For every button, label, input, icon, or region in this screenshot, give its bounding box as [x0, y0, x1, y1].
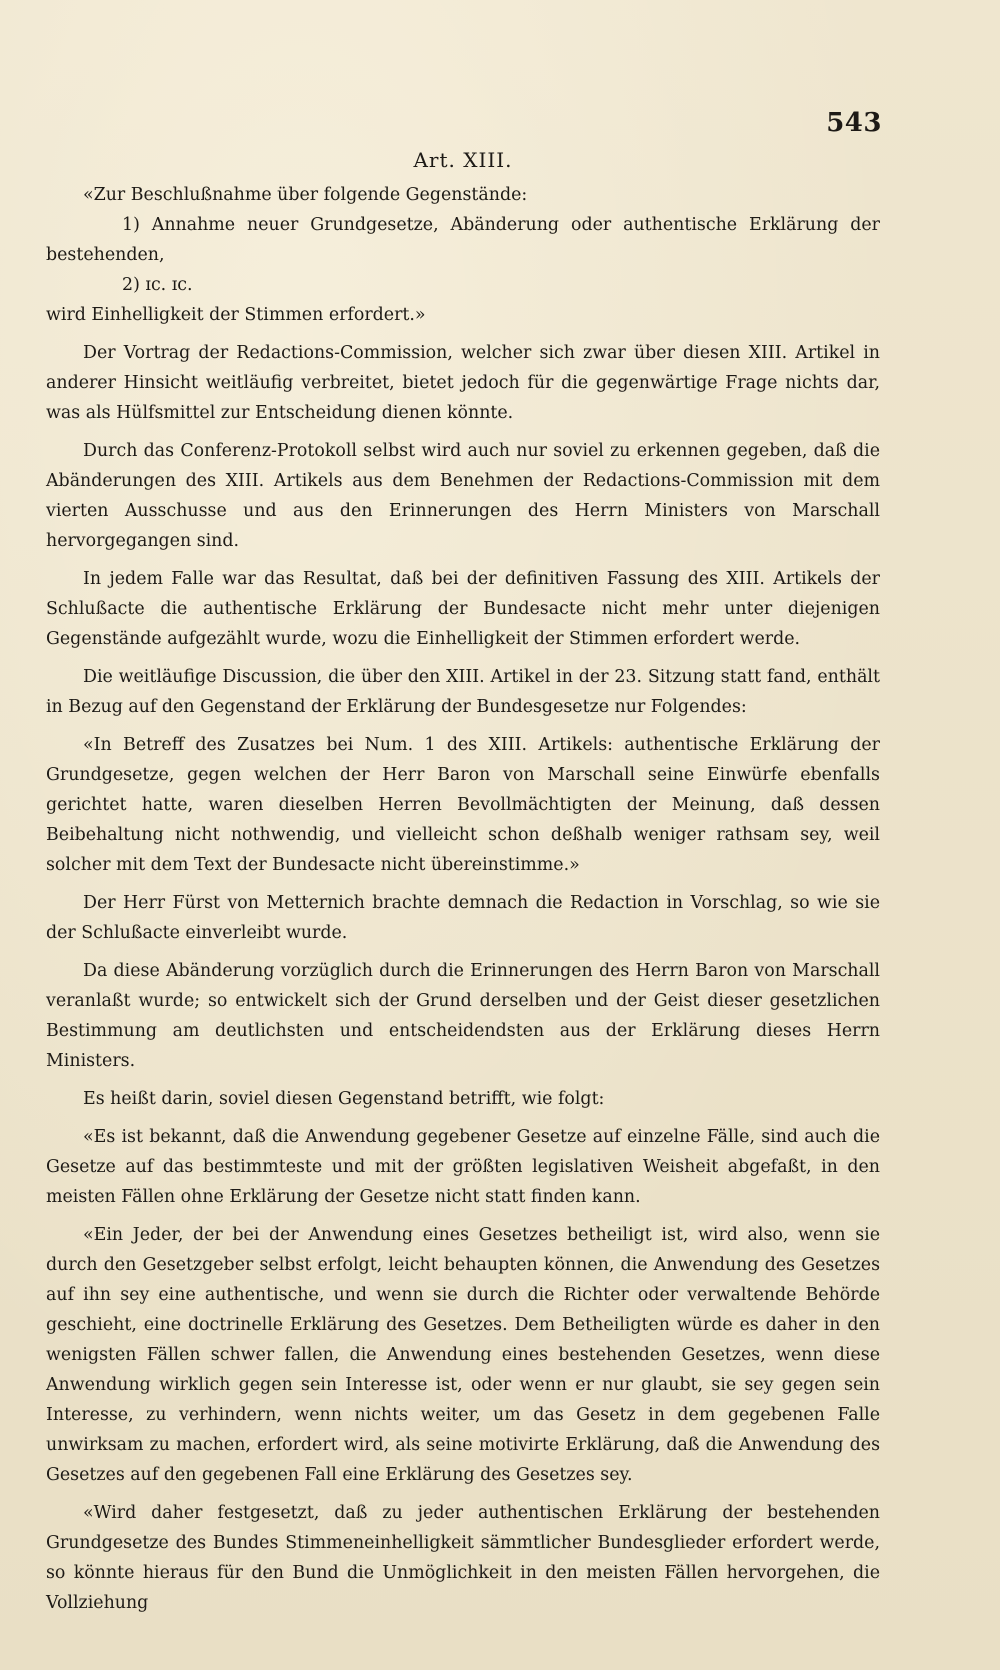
paragraph: Da diese Abänderung vorzüglich durch die Erinnerungen des Herrn Baron von Marschall veranlaßt wurde; so entwickelt sich der Grund derselben und der Geist dieser gesetzlichen Bestimmung am deutlichsten und entscheidendsten aus der Erklärung dieses Herrn Ministers. — [46, 961, 880, 1071]
paragraph: Es heißt darin, soviel diesen Gegenstand betrifft, wie folgt: — [83, 1089, 605, 1109]
quoted-paragraph: «Wird daher festgesetzt, daß zu jeder authentischen Erklärung der bestehenden Grundgesetze des Bundes Stimmeneinhelligkeit sämmtlicher Bundesglieder erfordert werde, so könnte hieraus für den Bund die Unmöglichkeit in den meisten Fällen hervorgehen, die Vollziehung — [46, 1503, 880, 1613]
quoted-paragraph: «Ein Jeder, der bei der Anwendung eines Gesetzes betheiligt ist, wird also, wenn sie durch den Gesetzgeber selbst erfolgt, leicht behaupten können, die Anwendung des Gesetzes auf ihn sey eine authentische, und wenn sie durch die Richter oder verwaltende Behörde geschieht, eine doctrinelle Erklärung des Gesetzes. Dem Betheiligten würde es daher in den wenigsten Fällen schwer fallen, die Anwendung eines bestehenden Gesetzes, wenn diese Anwendung wirklich gegen sein Interesse ist, oder wenn er nur glaubt, sie sey gegen sein Interesse, zu verhindern, wenn nichts weiter, um das Gesetz in dem gegebenen Falle unwirksam zu machen, erfordert wird, als seine motivirte Erklärung, daß die Anwendung des Gesetzes auf den gegebenen Fall eine Erklärung des Gesetzes sey. — [46, 1225, 880, 1485]
paragraph: «Zur Beschlußnahme über folgende Gegenstände: — [83, 185, 528, 205]
paragraph: Die weitläufige Discussion, die über den XIII. Artikel in der 23. Sitzung statt fand, enthält in Bezug auf den Gegenstand der Erklärung der Bundesgesetze nur Folgendes: — [46, 667, 880, 717]
paragraph: Durch das Conferenz-Protokoll selbst wird auch nur soviel zu erkennen gegeben, daß die Abänderungen des XIII. Artikels aus dem Benehmen der Redactions-Commission mit dem vierten Ausschusse und aus den Erinnerungen des Herrn Ministers von Marschall hervorgegangen sind. — [46, 441, 880, 551]
page-number: 543 — [826, 108, 882, 138]
body-text — [46, 180, 880, 1618]
paragraph: In jedem Falle war das Resultat, daß bei der definitiven Fassung des XIII. Artikels der Schlußacte die authentische Erklärung der Bundesacte nicht mehr unter diejenigen Gegenstände aufgezählt wurde, wozu die Einhelligkeit der Stimmen erfordert werde. — [46, 569, 880, 649]
quoted-paragraph: «In Betreff des Zusatzes bei Num. 1 des XIII. Artikels: authentische Erklärung der Grundgesetze, gegen welchen der Herr Baron von Marschall seine Einwürfe ebenfalls gerichtet hatte, waren dieselben Herren Bevollmächtigten der Meinung, daß dessen Beibehaltung nicht nothwendig, und vielleicht schon deßhalb weniger rathsam sey, weil solcher mit dem Text der Bundesacte nicht übereinstimme.» — [46, 735, 880, 875]
list-item: 1) Annahme neuer Grundgesetze, Abänderung oder authentische Erklärung der bestehenden, — [46, 215, 880, 265]
paragraph: Der Herr Fürst von Metternich brachte demnach die Redaction in Vorschlag, so wie sie der Schlußacte einverleibt wurde. — [46, 893, 880, 943]
paragraph: Der Vortrag der Redactions-Commission, welcher sich zwar über diesen XIII. Artikel in anderer Hinsicht weitläufig verbreitet, bietet jedoch für die gegenwärtige Frage nichts dar, was als Hülfsmittel zur Entscheidung dienen könnte. — [46, 343, 880, 423]
list-item: 2) ɪc. ɪc. — [122, 275, 193, 295]
article-heading: Art. XIII. — [413, 148, 513, 172]
paragraph: wird Einhelligkeit der Stimmen erfordert.» — [46, 305, 426, 325]
quoted-paragraph: «Es ist bekannt, daß die Anwendung gegebener Gesetze auf einzelne Fälle, sind auch die Gesetze auf das bestimmteste und mit der größten legislativen Weisheit abgefaßt, in den meisten Fällen ohne Erklärung der Gesetze nicht statt finden kann. — [46, 1127, 880, 1207]
